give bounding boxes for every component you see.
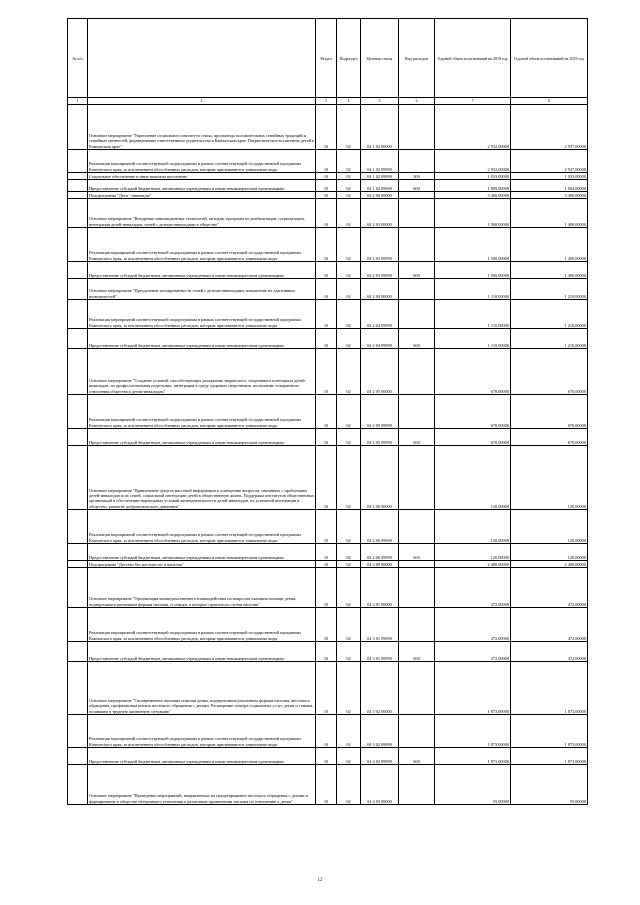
cell-section: 10 xyxy=(316,561,337,568)
cell-section: 10 xyxy=(316,180,337,192)
cell-target-article: 04 2 04 09990 xyxy=(361,300,399,329)
table-row xyxy=(68,561,588,568)
table-row xyxy=(68,429,588,446)
cell-section: 10 xyxy=(316,349,337,395)
cell-amount-2019: 1 873,00000 xyxy=(511,715,588,748)
table-row xyxy=(68,446,588,510)
cell-amount-2018: 1 873,00000 xyxy=(435,715,511,748)
cell-number xyxy=(68,300,88,329)
cell-expense-type xyxy=(399,446,435,510)
cell-number xyxy=(68,279,88,300)
cell-expense-type: 600 xyxy=(399,180,435,192)
cell-amount-2019: 1 033,00000 xyxy=(511,173,588,180)
cell-amount-2018: 1 873,00000 xyxy=(435,748,511,765)
cell-number xyxy=(68,561,88,568)
cell-amount-2019: 120,00000 xyxy=(511,510,588,544)
cell-subsection: 02 xyxy=(337,150,361,173)
cell-expense-type: 600 xyxy=(399,642,435,662)
cell-expense-type xyxy=(399,510,435,544)
cell-subsection: 02 xyxy=(337,715,361,748)
table-row xyxy=(68,173,588,180)
column-number: 5 xyxy=(361,98,399,105)
cell-subsection: 02 xyxy=(337,765,361,805)
cell-target-article: 04 2 05 00000 xyxy=(361,349,399,395)
cell-amount-2019: 1 400,00000 xyxy=(511,262,588,279)
column-number-row xyxy=(68,98,588,105)
cell-section: 10 xyxy=(316,228,337,262)
cell-target-article: 04 3 03 00000 xyxy=(361,765,399,805)
cell-number xyxy=(68,748,88,765)
table-row xyxy=(68,510,588,544)
cell-target-article: 04 2 05 09990 xyxy=(361,429,399,446)
cell-number xyxy=(68,192,88,199)
cell-target-article: 04 2 04 00000 xyxy=(361,279,399,300)
table-row xyxy=(68,748,588,765)
column-number: 8 xyxy=(511,98,588,105)
cell-subsection: 02 xyxy=(337,228,361,262)
cell-amount-2018: 670,00000 xyxy=(435,429,511,446)
table-row xyxy=(68,608,588,642)
header-num: № п/п xyxy=(68,19,88,98)
cell-expense-type xyxy=(399,279,435,300)
cell-subsection: 02 xyxy=(337,192,361,199)
cell-name: Основное мероприятие "Преодоление изолированности семей с детьми-инвалидами, повышение их адаптивных возможностей" xyxy=(88,279,316,300)
table-row xyxy=(68,349,588,395)
cell-amount-2018: 2 932,00000 xyxy=(435,150,511,173)
cell-amount-2018: 1 873,00000 xyxy=(435,662,511,715)
cell-amount-2018: 1 033,00000 xyxy=(435,173,511,180)
cell-target-article: 04 3 01 00000 xyxy=(361,568,399,608)
cell-amount-2018: 2 400,00000 xyxy=(435,561,511,568)
table-row xyxy=(68,279,588,300)
cell-target-article: 04 3 02 09990 xyxy=(361,748,399,765)
cell-section: 10 xyxy=(316,662,337,715)
cell-expense-type xyxy=(399,662,435,715)
cell-amount-2018: 1 110,00000 xyxy=(435,329,511,349)
cell-target-article: 04 2 06 09990 xyxy=(361,510,399,544)
cell-name: Реализация мероприятий соответствующей подпрограммы в рамках соответствующей государственной программы Камчатского края, за исключением обособленных расходов, которым присваиваются уникальные коды xyxy=(88,510,316,544)
cell-subsection: 02 xyxy=(337,642,361,662)
table-row xyxy=(68,715,588,748)
header-year-2018: Годовой объем ассигнований на 2018 год xyxy=(435,19,511,98)
cell-section: 10 xyxy=(316,262,337,279)
cell-section: 10 xyxy=(316,608,337,642)
cell-target-article: 04 2 00 00000 xyxy=(361,192,399,199)
cell-number xyxy=(68,568,88,608)
column-number: 1 xyxy=(68,98,88,105)
cell-number xyxy=(68,642,88,662)
cell-target-article: 04 2 03 00000 xyxy=(361,199,399,228)
table-row xyxy=(68,300,588,329)
table-row xyxy=(68,642,588,662)
cell-target-article: 04 3 02 09990 xyxy=(361,715,399,748)
cell-subsection: 02 xyxy=(337,608,361,642)
cell-target-article: 04 2 04 09990 xyxy=(361,329,399,349)
table-row xyxy=(68,262,588,279)
cell-section: 10 xyxy=(316,329,337,349)
table-row xyxy=(68,329,588,349)
cell-number xyxy=(68,765,88,805)
cell-expense-type: 300 xyxy=(399,173,435,180)
cell-number xyxy=(68,429,88,446)
cell-amount-2018: 55,00000 xyxy=(435,765,511,805)
cell-section: 10 xyxy=(316,173,337,180)
table-row xyxy=(68,395,588,429)
cell-expense-type xyxy=(399,715,435,748)
cell-subsection: 02 xyxy=(337,262,361,279)
column-number: 3 xyxy=(316,98,337,105)
cell-section: 10 xyxy=(316,395,337,429)
cell-number xyxy=(68,395,88,429)
cell-name: Реализация мероприятий соответствующей подпрограммы в рамках соответствующей государственной программы Камчатского края, за исключением обособленных расходов, которым присваиваются уникальные коды xyxy=(88,715,316,748)
header-section: Раздел xyxy=(316,19,337,98)
cell-subsection: 02 xyxy=(337,446,361,510)
cell-section: 10 xyxy=(316,446,337,510)
cell-name: Предоставление субсидий бюджетным, автономным учреждениям и иным некоммерческим организациям xyxy=(88,262,316,279)
cell-name: Основное мероприятие "Своевременное оказание помощи детям, подвергшимся различным формам насилия, жестокого обращения, профилактика рисков жестокого обращения с детьми. Расширение спектра социальных услуг детям и семьям, попавшим в трудную жизненную ситуацию" xyxy=(88,662,316,715)
cell-amount-2019: 670,00000 xyxy=(511,429,588,446)
cell-expense-type xyxy=(399,568,435,608)
cell-number xyxy=(68,510,88,544)
cell-expense-type xyxy=(399,395,435,429)
cell-amount-2019: 1 210,00000 xyxy=(511,300,588,329)
cell-amount-2018: 1 500,00000 xyxy=(435,228,511,262)
table-body xyxy=(68,105,588,805)
table-row xyxy=(68,568,588,608)
cell-name: Предоставление субсидий бюджетным, автономным учреждениям и иным некоммерческим организациям xyxy=(88,642,316,662)
cell-section: 10 xyxy=(316,199,337,228)
cell-amount-2019: 1 873,00000 xyxy=(511,662,588,715)
cell-amount-2018: 3 400,00000 xyxy=(435,192,511,199)
cell-amount-2018: 1 110,00000 xyxy=(435,279,511,300)
cell-number xyxy=(68,199,88,228)
table-row xyxy=(68,228,588,262)
cell-name: Основное мероприятие "Внедрение инновационных технологий, методик, программ по реабилитации, социализации, интеграции детей-инвалидов, семей с детьми-инвалидами в общество" xyxy=(88,199,316,228)
cell-target-article: 04 3 01 09990 xyxy=(361,608,399,642)
budget-table xyxy=(67,18,588,805)
cell-expense-type xyxy=(399,192,435,199)
cell-name: Основное мероприятие "Укрепление социального института семьи, пропаганда положительных семейных традиций и семейных ценностей, формирование ответственного родительства в Камчатском крае. Патриотическое воспитание детей в Камчатском крае" xyxy=(88,105,316,150)
table-row xyxy=(68,150,588,173)
cell-amount-2019: 1 400,00000 xyxy=(511,228,588,262)
cell-name: Основное мероприятие "Привлечение средств массовой информации к освещению вопросов, связанных с проблемами детей-инвалидов и их семей, социальной интеграции детей в общественную жизнь. Поддержка институтов общественных организаций в обеспечении нормальных условий жизнедеятельности детей-инвалидов, их успешной интеграции в общество, развитие добровольческого движения" xyxy=(88,446,316,510)
cell-amount-2018: 120,00000 xyxy=(435,510,511,544)
cell-target-article: 04 1 02 09990 xyxy=(361,180,399,192)
cell-subsection: 02 xyxy=(337,199,361,228)
table-row xyxy=(68,199,588,228)
cell-target-article: 04 2 05 09990 xyxy=(361,395,399,429)
cell-target-article: 04 2 06 09990 xyxy=(361,544,399,561)
cell-amount-2018: 1 500,00000 xyxy=(435,262,511,279)
cell-amount-2018: 120,00000 xyxy=(435,544,511,561)
cell-section: 10 xyxy=(316,429,337,446)
header-row xyxy=(68,19,588,98)
column-number: 7 xyxy=(435,98,511,105)
cell-name: Предоставление субсидий бюджетным, автономным учреждениям и иным некоммерческим организациям xyxy=(88,329,316,349)
cell-expense-type: 600 xyxy=(399,329,435,349)
cell-amount-2019: 120,00000 xyxy=(511,446,588,510)
cell-amount-2018: 1 899,00000 xyxy=(435,180,511,192)
cell-name: Реализация мероприятий соответствующей подпрограммы в рамках соответствующей государственной программы Камчатского края, за исключением обособленных расходов, которым присваиваются уникальные коды xyxy=(88,608,316,642)
cell-target-article: 04 3 01 09990 xyxy=(361,642,399,662)
cell-subsection: 02 xyxy=(337,510,361,544)
cell-subsection: 02 xyxy=(337,748,361,765)
cell-name: Основное мероприятие "Создание условий, способствующих раскрытию творческого, спортивного потенциала детей-инвалидов, их профессиональная подготовка, интеграция в среду здоровых сверстников, воспитание толерантного отношения общества к детям-инвалидам" xyxy=(88,349,316,395)
cell-expense-type xyxy=(399,228,435,262)
cell-subsection: 02 xyxy=(337,173,361,180)
cell-amount-2019: 1 400,00000 xyxy=(511,199,588,228)
cell-name: Социальное обеспечение и иные выплаты населению xyxy=(88,173,316,180)
cell-amount-2019: 2 937,00000 xyxy=(511,150,588,173)
cell-number xyxy=(68,173,88,180)
cell-amount-2019: 472,00000 xyxy=(511,642,588,662)
header-expense-type: Вид расходов xyxy=(399,19,435,98)
cell-subsection: 02 xyxy=(337,662,361,715)
cell-section: 10 xyxy=(316,150,337,173)
cell-number xyxy=(68,608,88,642)
cell-subsection: 02 xyxy=(337,544,361,561)
cell-number xyxy=(68,329,88,349)
cell-amount-2019: 472,00000 xyxy=(511,568,588,608)
cell-target-article: 04 1 02 09990 xyxy=(361,150,399,173)
table-row xyxy=(68,544,588,561)
cell-subsection: 02 xyxy=(337,395,361,429)
cell-number xyxy=(68,150,88,173)
table-row xyxy=(68,765,588,805)
column-number: 4 xyxy=(337,98,361,105)
cell-number xyxy=(68,715,88,748)
cell-subsection: 02 xyxy=(337,180,361,192)
cell-name: Подпрограмма "Детство без жестокости и насилия" xyxy=(88,561,316,568)
cell-section: 10 xyxy=(316,192,337,199)
cell-amount-2019: 2 400,00000 xyxy=(511,561,588,568)
cell-name: Реализация мероприятий соответствующей подпрограммы в рамках соответствующей государственной программы Камчатского края, за исключением обособленных расходов, которым присваиваются уникальные коды xyxy=(88,300,316,329)
cell-number xyxy=(68,349,88,395)
cell-amount-2018: 1 110,00000 xyxy=(435,300,511,329)
cell-subsection: 02 xyxy=(337,329,361,349)
cell-target-article: 04 2 03 09990 xyxy=(361,228,399,262)
cell-amount-2018: 472,00000 xyxy=(435,568,511,608)
cell-name: Предоставление субсидий бюджетным, автономным учреждениям и иным некоммерческим организациям xyxy=(88,180,316,192)
cell-name: Реализация мероприятий соответствующей подпрограммы в рамках соответствующей государственной программы Камчатского края, за исключением обособленных расходов, которым присваиваются уникальные коды xyxy=(88,395,316,429)
table-row xyxy=(68,662,588,715)
cell-expense-type xyxy=(399,349,435,395)
cell-target-article: 04 2 03 09990 xyxy=(361,262,399,279)
cell-amount-2018: 472,00000 xyxy=(435,642,511,662)
cell-amount-2019: 670,00000 xyxy=(511,349,588,395)
cell-target-article: 04 1 02 00000 xyxy=(361,105,399,150)
cell-name: Основное мероприятие "Проведение мероприятий, направленных на предотвращение жестокого обращения с детьми и формирование в обществе нетерпимого отношения к различным проявлениям насилия по отношению к детям" xyxy=(88,765,316,805)
cell-section: 10 xyxy=(316,300,337,329)
header-target-article: Целевая статья xyxy=(361,19,399,98)
cell-number xyxy=(68,105,88,150)
cell-number xyxy=(68,262,88,279)
cell-amount-2018: 1 500,00000 xyxy=(435,199,511,228)
cell-expense-type: 600 xyxy=(399,262,435,279)
cell-name: Подпрограмма "Дети - инвалиды" xyxy=(88,192,316,199)
cell-expense-type xyxy=(399,105,435,150)
cell-name: Предоставление субсидий бюджетным, автономным учреждениям и иным некоммерческим организациям xyxy=(88,544,316,561)
cell-amount-2018: 472,00000 xyxy=(435,608,511,642)
cell-subsection: 02 xyxy=(337,349,361,395)
cell-name: Реализация мероприятий соответствующей подпрограммы в рамках соответствующей государственной программы Камчатского края, за исключением обособленных расходов, которым присваиваются уникальные коды xyxy=(88,228,316,262)
cell-subsection: 02 xyxy=(337,105,361,150)
cell-section: 10 xyxy=(316,715,337,748)
cell-expense-type xyxy=(399,199,435,228)
cell-section: 10 xyxy=(316,748,337,765)
cell-target-article: 04 3 02 00000 xyxy=(361,662,399,715)
cell-amount-2018: 670,00000 xyxy=(435,395,511,429)
cell-subsection: 02 xyxy=(337,300,361,329)
cell-expense-type xyxy=(399,150,435,173)
cell-amount-2019: 3 400,00000 xyxy=(511,192,588,199)
cell-amount-2019: 670,00000 xyxy=(511,395,588,429)
cell-section: 10 xyxy=(316,544,337,561)
cell-section: 10 xyxy=(316,642,337,662)
cell-target-article: 04 3 00 00000 xyxy=(361,561,399,568)
cell-amount-2018: 120,00000 xyxy=(435,446,511,510)
cell-subsection: 02 xyxy=(337,279,361,300)
cell-amount-2019: 120,00000 xyxy=(511,544,588,561)
header-name xyxy=(88,19,316,98)
cell-amount-2019: 472,00000 xyxy=(511,608,588,642)
table-row xyxy=(68,105,588,150)
cell-section: 10 xyxy=(316,279,337,300)
cell-subsection: 02 xyxy=(337,568,361,608)
cell-name: Предоставление субсидий бюджетным, автономным учреждениям и иным некоммерческим организациям xyxy=(88,429,316,446)
cell-amount-2019: 1 873,00000 xyxy=(511,748,588,765)
cell-target-article: 04 1 02 09990 xyxy=(361,173,399,180)
cell-section: 10 xyxy=(316,568,337,608)
cell-number xyxy=(68,446,88,510)
cell-amount-2019: 55,00000 xyxy=(511,765,588,805)
cell-section: 10 xyxy=(316,105,337,150)
cell-number xyxy=(68,180,88,192)
table-row xyxy=(68,180,588,192)
page-number: 12 xyxy=(317,878,323,883)
cell-target-article: 04 2 06 00000 xyxy=(361,446,399,510)
cell-name: Предоставление субсидий бюджетным, автономным учреждениям и иным некоммерческим организациям xyxy=(88,748,316,765)
cell-expense-type xyxy=(399,765,435,805)
table-row xyxy=(68,192,588,199)
cell-section: 10 xyxy=(316,510,337,544)
cell-amount-2018: 670,00000 xyxy=(435,349,511,395)
cell-amount-2019: 1 210,00000 xyxy=(511,329,588,349)
cell-expense-type xyxy=(399,608,435,642)
cell-amount-2019: 1 904,00000 xyxy=(511,180,588,192)
cell-amount-2018: 2 932,00000 xyxy=(435,105,511,150)
cell-amount-2019: 1 210,00000 xyxy=(511,279,588,300)
cell-section: 10 xyxy=(316,765,337,805)
header-subsection: Подраздел xyxy=(337,19,361,98)
cell-expense-type xyxy=(399,300,435,329)
cell-expense-type: 600 xyxy=(399,429,435,446)
column-number: 6 xyxy=(399,98,435,105)
cell-amount-2019: 2 937,00000 xyxy=(511,105,588,150)
cell-expense-type: 600 xyxy=(399,544,435,561)
cell-name: Основное мероприятие "Организация межведомственного взаимодействия по вопросам оказания помощи детям, подвергшимся различным формам насилия, и семьям, в которых произошла случаи насилия" xyxy=(88,568,316,608)
cell-subsection: 02 xyxy=(337,561,361,568)
cell-subsection: 02 xyxy=(337,429,361,446)
cell-name: Реализация мероприятий соответствующей подпрограммы в рамках соответствующей государственной программы Камчатского края, за исключением обособленных расходов, которым присваиваются уникальные коды xyxy=(88,150,316,173)
cell-expense-type xyxy=(399,561,435,568)
cell-number xyxy=(68,544,88,561)
cell-number xyxy=(68,662,88,715)
cell-number xyxy=(68,228,88,262)
column-number: 2 xyxy=(88,98,316,105)
cell-expense-type: 600 xyxy=(399,748,435,765)
header-year-2019: Годовой объем ассигнований на 2019 год xyxy=(511,19,588,98)
